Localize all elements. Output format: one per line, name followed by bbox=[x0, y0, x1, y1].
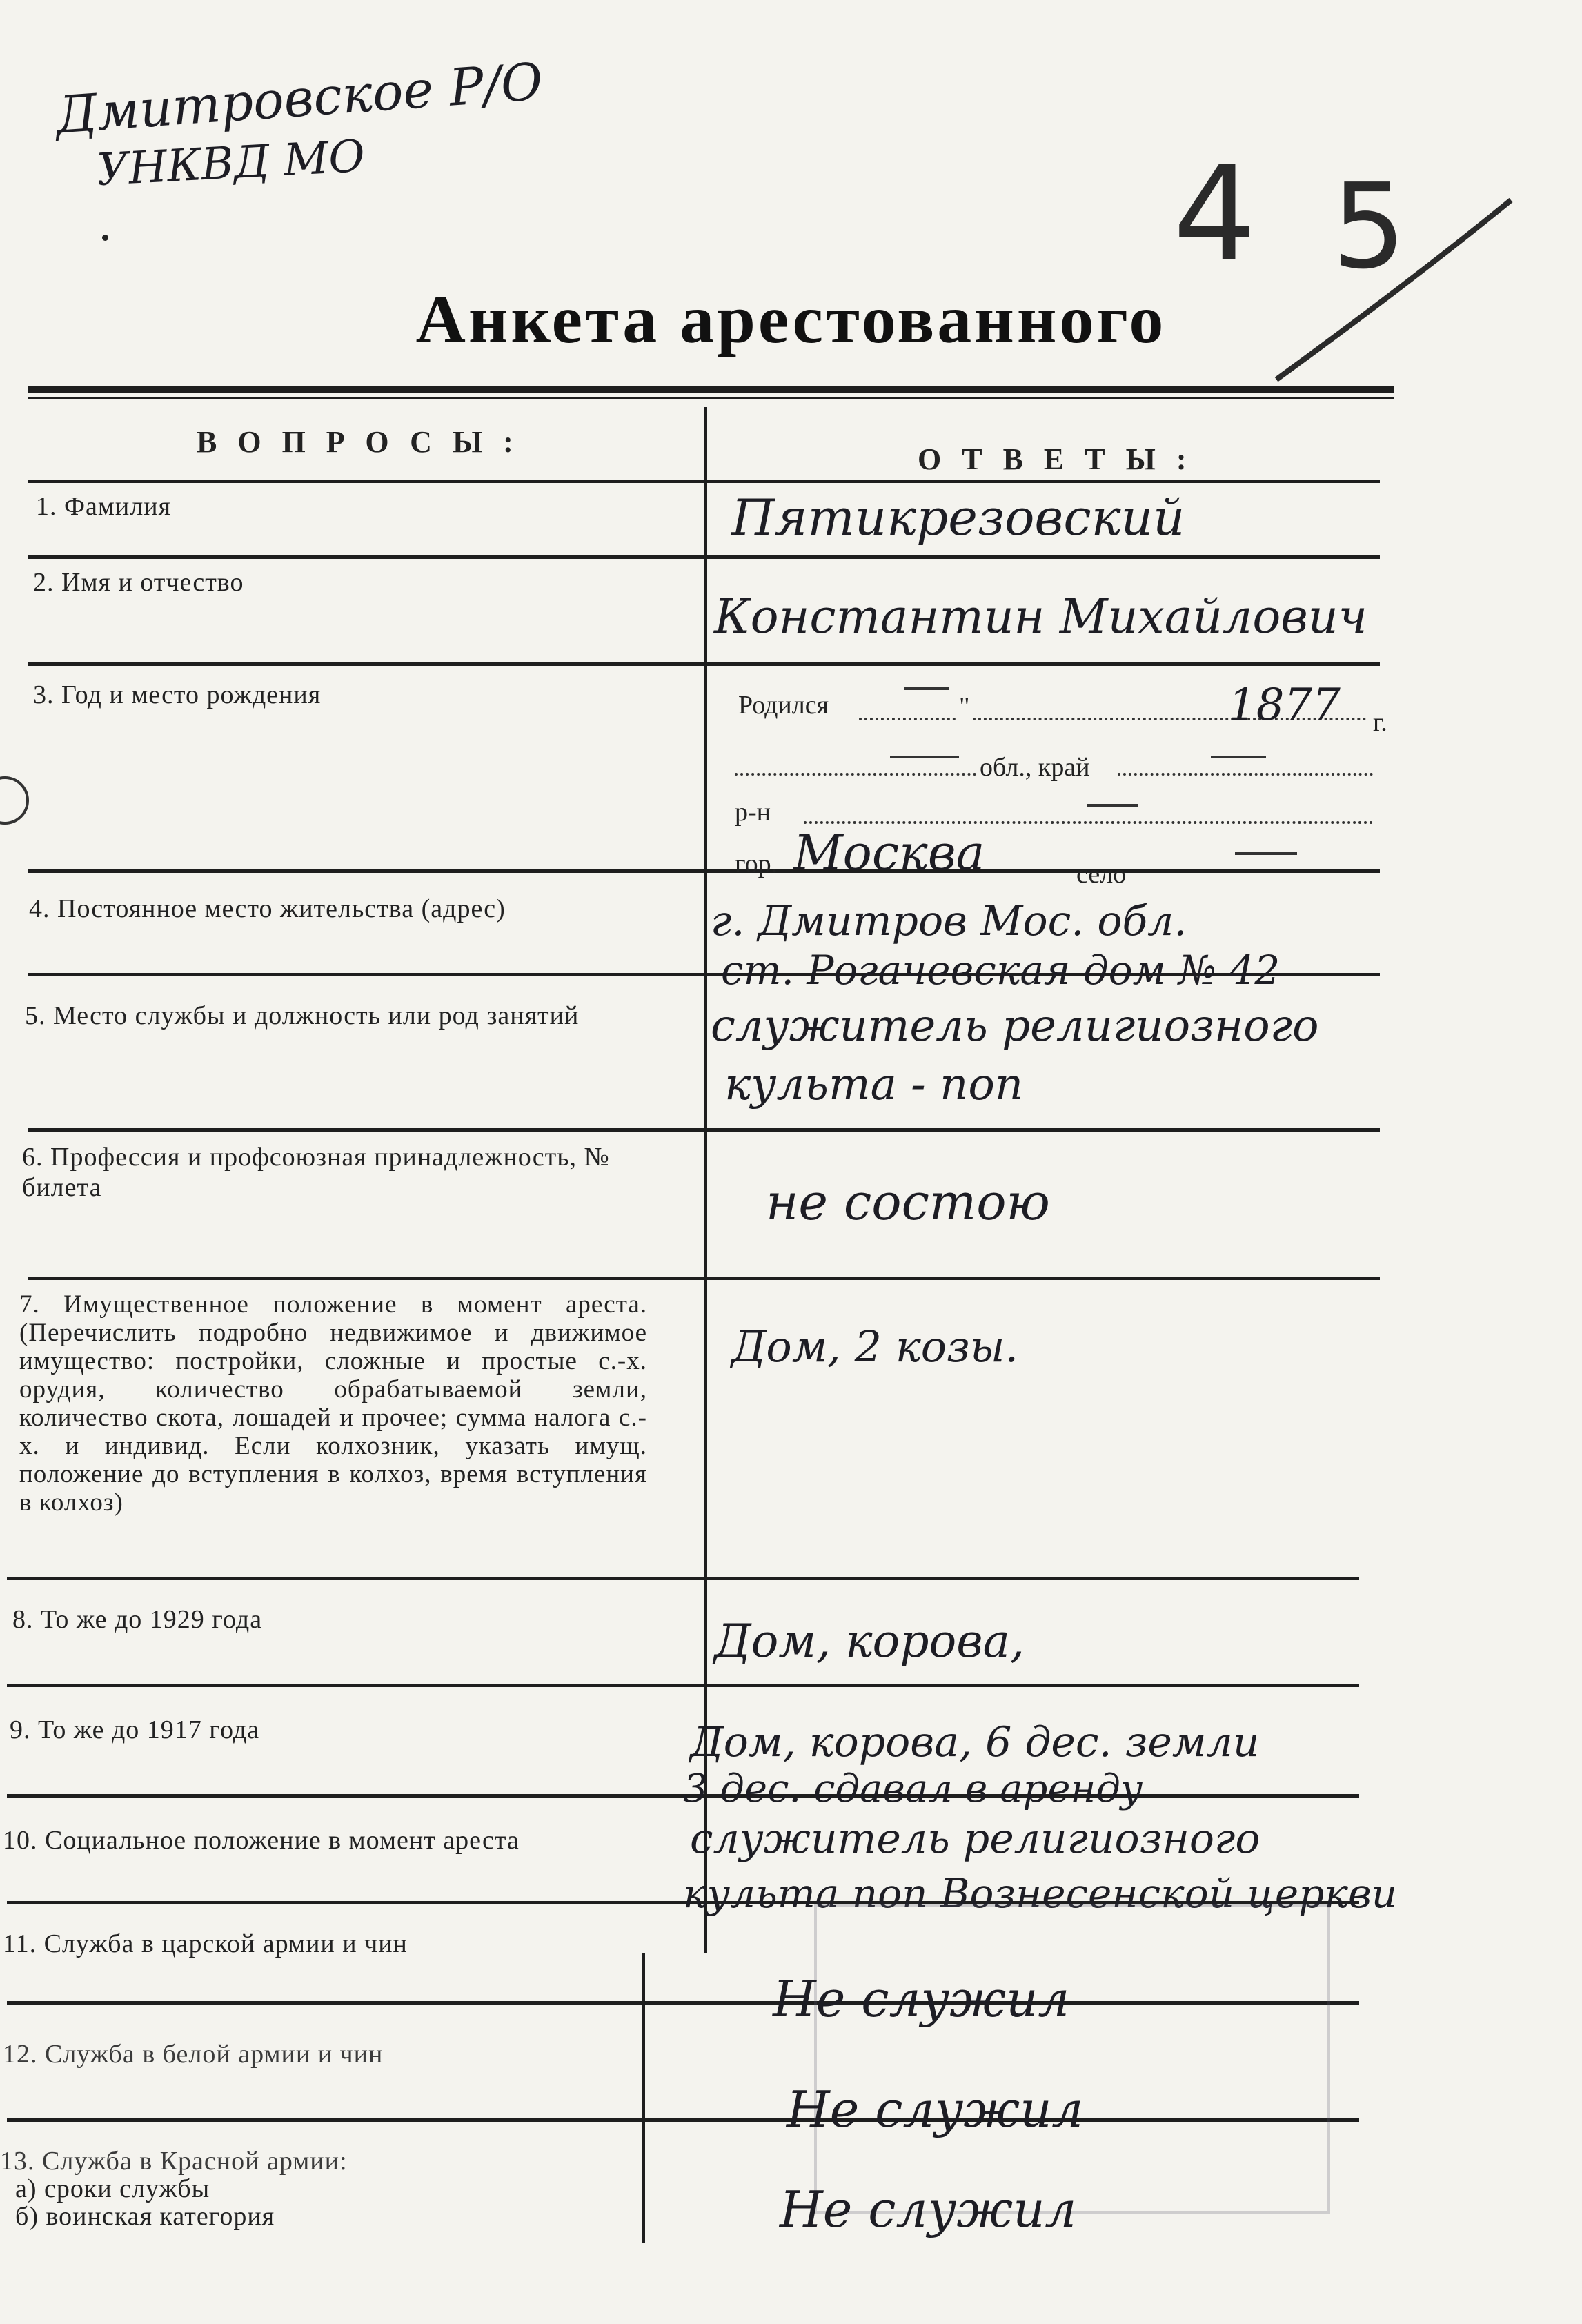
district-dots bbox=[804, 821, 1373, 824]
born-day-dots bbox=[859, 718, 956, 720]
table-top-rule-thin bbox=[28, 397, 1394, 399]
rule-6 bbox=[28, 1277, 1380, 1280]
answer-2: Константин Михайлович bbox=[714, 590, 1367, 644]
district-dash bbox=[1087, 804, 1138, 807]
rule-1 bbox=[28, 555, 1380, 559]
oblast-label: обл., край bbox=[980, 753, 1090, 782]
born-year: 1877 bbox=[1228, 680, 1341, 731]
header-handwritten-unkvd: УНКВД МО bbox=[95, 130, 366, 197]
answer-7: Дом, 2 козы. bbox=[731, 1321, 1019, 1372]
question-5: 5. Место службы и должность или род занятий bbox=[25, 1001, 580, 1030]
village-label: село bbox=[1076, 860, 1127, 889]
answer-10-line2: культа поп Вознесенской церкви bbox=[683, 1870, 1398, 1917]
oblast-value-dots bbox=[1118, 773, 1373, 776]
rule-7 bbox=[7, 1577, 1359, 1580]
question-8: 8. То же до 1929 года bbox=[12, 1605, 263, 1634]
question-13a: а) сроки службы bbox=[15, 2174, 210, 2203]
rule-8 bbox=[7, 1684, 1359, 1687]
question-13b: б) воинская категория bbox=[15, 2202, 275, 2231]
column-divider-lower bbox=[642, 1953, 645, 2243]
column-header-questions: ВОПРОСЫ: bbox=[197, 425, 534, 459]
header-handwritten-org: Дмитровское Р/О bbox=[53, 52, 545, 146]
answer-5-line1: служитель религиозного bbox=[711, 1001, 1319, 1052]
answer-9-line1: Дом, корова, 6 дес. земли bbox=[690, 1718, 1260, 1766]
question-1: 1. Фамилия bbox=[36, 492, 172, 521]
question-4: 4. Постоянное место жительства (адрес) bbox=[29, 894, 506, 923]
rule-header bbox=[28, 480, 1380, 483]
answer-10-line1: служитель религиозного bbox=[690, 1815, 1260, 1863]
born-year-suffix: г. bbox=[1373, 708, 1387, 737]
question-11: 11. Служба в царской армии и чин bbox=[3, 1929, 408, 1958]
dot-mark bbox=[102, 235, 108, 241]
question-12: 12. Служба в белой армии и чин bbox=[3, 2040, 384, 2069]
born-day-dash bbox=[904, 687, 949, 690]
oblast-value-dash bbox=[1211, 756, 1266, 758]
answer-13: Не служил bbox=[780, 2180, 1077, 2238]
punch-hole bbox=[0, 776, 29, 825]
question-10: 10. Социальное положение в момент ареста bbox=[3, 1826, 520, 1855]
born-label: Родился bbox=[738, 691, 829, 720]
column-header-answers: ОТВЕТЫ: bbox=[918, 442, 1207, 476]
district-label: р-н bbox=[735, 798, 771, 827]
answer-8: Дом, корова, bbox=[714, 1615, 1025, 1668]
faint-stamp bbox=[814, 1904, 1330, 2214]
question-13: 13. Служба в Красной армии: bbox=[0, 2147, 348, 2176]
answer-9-line2: 3 дес. сдавал в аренду bbox=[683, 1766, 1143, 1811]
rule-3 bbox=[28, 869, 1380, 873]
oblast-dots bbox=[735, 773, 976, 776]
born-quote: " bbox=[959, 692, 970, 721]
question-2: 2. Имя и отчество bbox=[33, 568, 244, 597]
question-3: 3. Год и место рождения bbox=[33, 680, 322, 709]
case-mark-1: 4 bbox=[1173, 138, 1256, 290]
answer-4-line1: г. Дмитров Мос. обл. bbox=[711, 897, 1187, 945]
rule-2 bbox=[28, 662, 1380, 666]
answer-1: Пятикрезовский bbox=[731, 489, 1185, 546]
oblast-dash bbox=[890, 756, 959, 758]
question-7: 7. Имущественное положение в момент ареста. (Перечислить подробно недвижимое и движимое имущество: постройки, сложные и простые с.-х. орудия, количество обрабатываемой земли, количество скота, лошадей и прочее; сумма налога с.-х. и индивид. Если колхозник, указать имущ. положение до вступления в колхоз, время вступления в колхоз) bbox=[19, 1290, 647, 1517]
city-label: гор. bbox=[735, 849, 778, 878]
city-value: Москва bbox=[793, 825, 985, 881]
answer-11: Не служил bbox=[773, 1970, 1070, 2028]
answer-12: Не служил bbox=[787, 2080, 1084, 2138]
village-dash bbox=[1235, 852, 1297, 855]
case-mark-2: 5 bbox=[1332, 159, 1407, 295]
answer-6: не состою bbox=[766, 1173, 1050, 1231]
rule-5 bbox=[28, 1128, 1380, 1132]
table-top-rule bbox=[28, 386, 1394, 393]
question-6: 6. Профессия и профсоюзная принадлежность, № билета bbox=[22, 1143, 610, 1202]
page-title: Анкета арестованного bbox=[415, 281, 1167, 357]
question-9: 9. То же до 1917 года bbox=[10, 1715, 260, 1744]
answer-4-line2: ст. Рогачевская дом № 42 bbox=[721, 947, 1281, 994]
answer-5-line2: культа - поп bbox=[724, 1059, 1024, 1110]
